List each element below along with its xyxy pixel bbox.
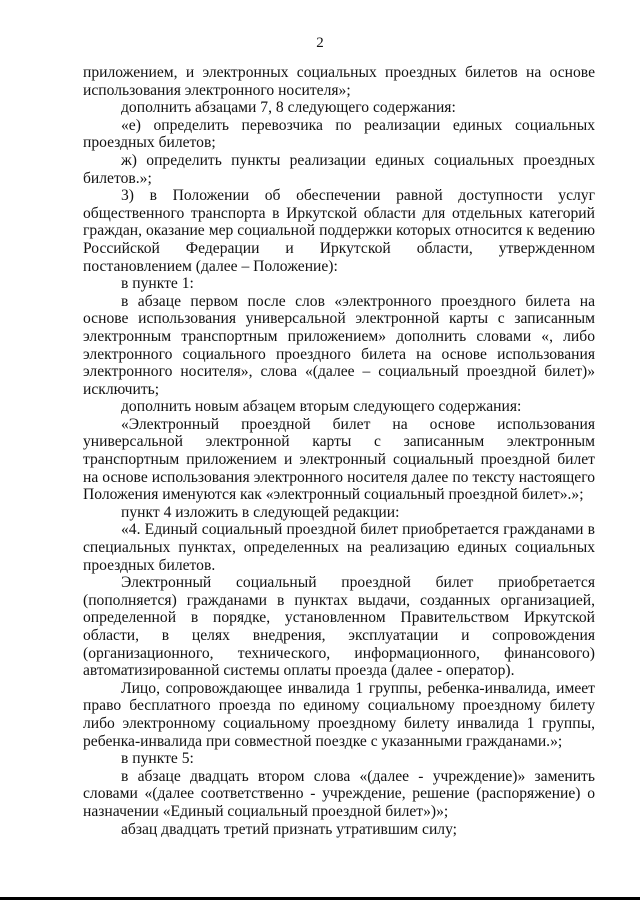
- paragraph-4: ж) определить пункты реализации единых социальных проездных билетов.»;: [83, 151, 595, 187]
- paragraph-15: в абзаце двадцать втором слова «(далее - учреждение)» заменить словами «(далее соответственно - учреждение, решение (распоряжение) о назначении «Единый социальный проездной билет»)»;: [83, 767, 595, 820]
- scan-edge-line: [0, 897, 640, 900]
- paragraph-2: дополнить абзацами 7, 8 следующего содержания:: [121, 99, 456, 117]
- page-number: 2: [316, 35, 324, 51]
- paragraph-6: в пункте 1:: [121, 275, 194, 293]
- paragraph-5: 3) в Положении об обеспечении равной доступности услуг общественного транспорта в Иркутской области для отдельных категорий граждан, оказание мер социальной поддержки которых относится к ведению Российской Федерации и Иркутской области, утвержденном постановлением (далее – Положение):: [83, 187, 595, 275]
- paragraph-14: в пункте 5:: [121, 750, 194, 768]
- paragraph-3: «е) определить перевозчика по реализации единых социальных проездных билетов;: [83, 116, 595, 152]
- document-body: [83, 64, 595, 838]
- paragraph-11: «4. Единый социальный проездной билет приобретается гражданами в специальных пунктах, определенных на реализацию единых социальных проездных билетов.: [83, 521, 595, 574]
- paragraph-8: дополнить новым абзацем вторым следующего содержания:: [121, 398, 522, 416]
- paragraph-1: приложением, и электронных социальных проездных билетов на основе использования электронного носителя»;: [83, 64, 595, 99]
- paragraph-9: «Электронный проездной билет на основе использования универсальной электронной карты с записанным электронным транспортным приложением и электронный социальный проездной билет на основе использования электронного носителя далее по тексту настоящего Положения именуются как «электронный социальный проездной билет».»;: [83, 415, 595, 504]
- paragraph-10: пункт 4 изложить в следующей редакции:: [121, 503, 400, 521]
- paragraph-16: абзац двадцать третий признать утратившим силу;: [121, 820, 458, 838]
- paragraph-13: Лицо, сопровождающее инвалида 1 группы, ребенка-инвалида, имеет право бесплатного проезда по единому социальному проездному билету либо электронному социальному проездному билету инвалида 1 группы, ребенка-инвалида при совместной поездке с указанными гражданами.»;: [83, 679, 595, 750]
- paragraph-7: в абзаце первом после слов «электронного проездного билета на основе использования универсальной электронной карты с записанным электронным транспортным приложением» дополнить словами «, либо электронного социального проездного билета на основе использования электронного носителя», слова «(далее – социальный проездной билет)» исключить;: [83, 292, 595, 398]
- paragraph-12: Электронный социальный проездной билет приобретается (пополняется) гражданами в пунктах выдачи, созданных организацией, определенной в порядке, установленном Правительством Иркутской области, в целях внедрения, эксплуатации и сопровождения (организационного, технического, информационного, финансового) автоматизированной системы оплаты проезда (далее - оператор).: [83, 574, 595, 680]
